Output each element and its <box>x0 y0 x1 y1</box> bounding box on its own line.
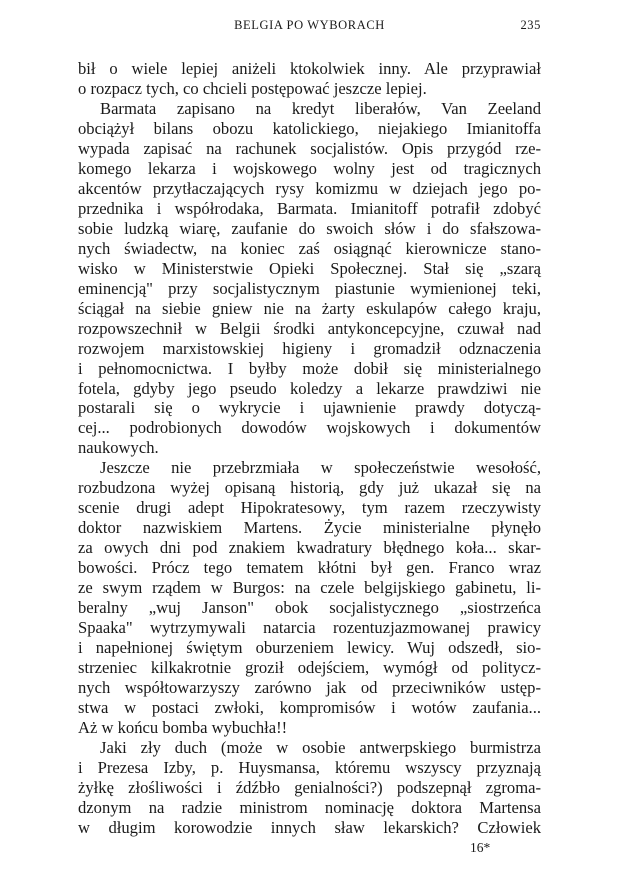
text-line: o rozpacz tych, co chcieli postępować jeszcze lepiej. <box>78 78 427 98</box>
page-header <box>78 18 541 36</box>
text-line: cej... podrobionych dowodów wojskowych i dokumentów <box>78 418 541 438</box>
text-line: bowości. Prócz tego tematem kłótni był gen. Franco wraz <box>78 558 541 578</box>
signature-mark: 16* <box>470 840 491 855</box>
text-line: rozbudzona wyżej opisaną historią, gdy już ukazał się na <box>78 478 541 498</box>
body-text <box>78 59 541 838</box>
text-line: Barmata zapisano na kredyt liberałów, Van Zeeland <box>100 98 541 118</box>
text-line: strzeniec kilkakrotnie groził odejściem, wymógł od politycz- <box>78 658 541 678</box>
text-line: rozpowszechnił w Belgii środki antykoncepcyjne, czuwał nad <box>78 318 541 338</box>
text-line: bił o wiele lepiej aniżeli ktokolwiek inny. Ale przyprawiał <box>78 59 541 78</box>
text-line: wypada zapisać na rachunek socjalistów. Opis przygód rze- <box>78 138 541 158</box>
text-line: i pełnomocnictwa. I byłby może dobił się ministerialnego <box>78 358 541 378</box>
text-line: i Prezesa Izby, p. Huysmansa, któremu wszyscy przyznają <box>78 757 541 777</box>
text-line: fotela, gdyby jego pseudo koledzy a lekarze prawdziwi nie <box>78 378 541 398</box>
text-line: postarali się o wykrycie i ujawnienie prawdy dotyczą- <box>78 398 541 418</box>
text-line: Jeszcze nie przebrzmiała w społeczeństwie wesołość, <box>100 458 541 478</box>
text-line: eminencją" przy socjalistycznym piastunie wymienionej teki, <box>78 278 541 298</box>
text-line: sobie ludzką wiarę, zaufanie do swoich słów i do sfałszowa- <box>78 218 541 238</box>
text-line: za owych dni pod znakiem kwadratury błędnego koła... skar- <box>78 538 541 558</box>
text-line: i napełnionej świętym oburzeniem lewicy. Wuj odszedł, sio- <box>78 638 541 658</box>
text-line: scenie drugi adept Hipokratesowy, tym razem rzeczywisty <box>78 498 541 518</box>
text-line: doktor nazwiskiem Martens. Życie ministerialne płynęło <box>78 518 541 538</box>
text-line: nych współtowarzyszy zarówno jak od przeciwników ustęp- <box>78 678 541 698</box>
text-line: w długim korowodzie innych sław lekarskich? Człowiek <box>78 817 541 837</box>
text-line: nych świadectw, na koniec zaś osiągnąć kierownicze stano- <box>78 238 541 258</box>
text-line: komego lekarza i wojskowego wolny jest od tragicznych <box>78 158 541 178</box>
text-line: Aż w końcu bomba wybuchła!! <box>78 717 288 737</box>
text-line: stwa w postaci zwłoki, kompromisów i wotów zaufania... <box>78 698 541 717</box>
text-line: dzonym na radzie ministrom nominację doktora Martensa <box>78 797 541 817</box>
text-line: naukowych. <box>78 438 159 458</box>
text-line: wisko w Ministerstwie Opieki Społecznej. Stał się „szarą <box>78 258 541 278</box>
text-line: przednika i współrodaka, Barmata. Imianitoff potrafił zdobyć <box>78 198 541 218</box>
page-number: 235 <box>520 18 541 32</box>
text-line: ze swym rządem w Burgos: na czele belgijskiego gabinetu, li- <box>78 578 541 598</box>
text-line: Spaaka" wytrzymywali natarcia rozentuzjazmowanej prawicy <box>78 618 541 638</box>
text-line: żyłkę złośliwości i źdźbło genialności?) podszepnął zgroma- <box>78 777 541 797</box>
text-line: akcentów przytłaczających rysy komizmu w dziejach jego po- <box>78 178 541 198</box>
text-line: beralny „wuj Janson" obok socjalistycznego „siostrzeńca <box>78 598 541 618</box>
text-line: rozwojem marxistowskiej higieny i gromadził odznaczenia <box>78 338 541 358</box>
text-line: Jaki zły duch (może w osobie antwerpskiego burmistrza <box>100 737 541 757</box>
text-line: obciążył bilans obozu katolickiego, niejakiego Imianitoffa <box>78 118 541 138</box>
text-line: ściągał na siebie gniew nie na żarty eskulapów całego kraju, <box>78 298 541 318</box>
running-title: BELGIA PO WYBORACH <box>234 18 385 32</box>
